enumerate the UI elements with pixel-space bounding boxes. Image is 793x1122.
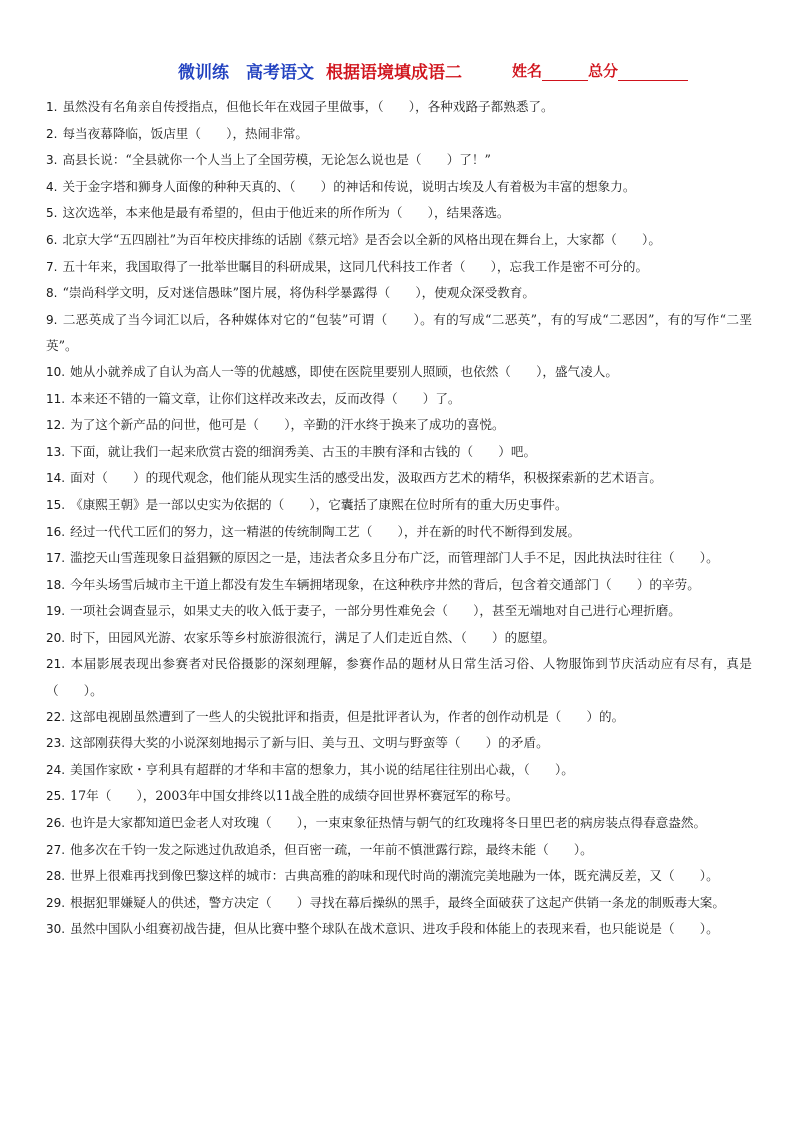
question-item [46, 174, 752, 201]
question-text: 本届影展表现出参赛者对民俗摄影的深刻理解，参赛作品的题材从日常生活习俗、人物服饰到节庆活动应有尽有，真是（ ）。 [46, 656, 752, 699]
question-text: 美国作家欧・亨利具有超群的才华和丰富的想象力，其小说的结尾往往别出心裁，（ ）。 [70, 761, 574, 777]
question-number: 20. [46, 630, 66, 645]
question-item [46, 519, 752, 546]
question-number: 29. [46, 895, 66, 910]
question-text: 北京大学“五四剧社”为百年校庆排练的话剧《蔡元培》是否会以全新的风格出现在舞台上，大家都（ ）。 [62, 231, 661, 247]
question-item [46, 730, 752, 757]
question-number: 12. [46, 418, 66, 433]
question-item [46, 651, 752, 703]
question-item [46, 465, 752, 492]
question-number: 16. [46, 524, 66, 539]
score-blank[interactable] [618, 63, 688, 81]
question-text: 二恶英成了当今词汇以后，各种媒体对它的“包装”可谓（ ）。有的写成“二恶英”，有的写成“二恶因”，有的写作“二垩英”。 [46, 311, 752, 354]
question-item [46, 121, 752, 148]
question-text: 面对（ ）的现代观念，他们能从现实生活的感受出发，汲取西方艺术的精华，积极探索新的艺术语言。 [70, 470, 662, 486]
question-text: 今年头场雪后城市主干道上都没有发生车辆拥堵现象，在这种秩序井然的背后，包含着交通部门（ ）的辛劳。 [70, 576, 700, 592]
question-item [46, 94, 752, 121]
question-item [46, 147, 752, 174]
question-item [46, 307, 752, 359]
title-prefix: 微训练 高考语文 [178, 63, 314, 83]
question-number: 28. [46, 869, 66, 884]
question-list [46, 94, 752, 943]
question-number: 15. [46, 497, 66, 512]
question-item [46, 200, 752, 227]
question-text: 《康熙王朝》是一部以史实为依据的（ ），它囊括了康熙在位时所有的重大历史事件。 [70, 496, 568, 512]
question-item [46, 280, 752, 307]
question-number: 7. [46, 259, 58, 274]
question-text: 滥挖天山雪莲现象日益猖獗的原因之一是，违法者众多且分布广泛，而管理部门人手不足，因此执法时往往（ ）。 [70, 550, 719, 566]
question-item [46, 227, 752, 254]
question-text: 也许是大家都知道巴金老人对玫瑰（ ），一束束象征热情与朝气的红玫瑰将冬日里巴老的病房装点得春意盎然。 [70, 815, 707, 831]
question-item [46, 545, 752, 572]
question-number: 30. [46, 922, 66, 937]
worksheet-header [0, 58, 793, 84]
question-item [46, 386, 752, 413]
question-number: 11. [46, 391, 66, 406]
question-text: 时下，田园风光游、农家乐等乡村旅游很流行，满足了人们走近自然、（ ）的愿望。 [70, 629, 555, 645]
question-number: 8. [46, 286, 58, 301]
name-blank[interactable] [542, 63, 588, 81]
question-text: 虽然没有名角亲自传授指点，但他长年在戏园子里做事，（ ），各种戏路子都熟悉了。 [62, 99, 554, 114]
question-item [46, 757, 752, 784]
question-number: 6. [46, 232, 58, 247]
question-number: 2. [46, 126, 58, 141]
question-number: 24. [46, 762, 66, 777]
title-topic: 根据语境填成语二 [326, 63, 462, 83]
question-number: 18. [46, 577, 66, 592]
question-text: 一项社会调查显示，如果丈夫的收入低于妻子，一部分男性难免会（ ），甚至无端地对自己进行心理折磨。 [70, 603, 681, 619]
question-number: 17. [46, 551, 66, 566]
question-text: 关于金字塔和狮身人面像的种种天真的、（ ）的神话和传说，说明古埃及人有着极为丰富的想象力。 [62, 178, 636, 194]
name-label: 姓名 [512, 62, 543, 80]
question-item [46, 837, 752, 864]
question-item [46, 704, 752, 731]
question-number: 1. [46, 100, 58, 114]
question-text: “崇尚科学文明，反对迷信愚昧”图片展，将伪科学暴露得（ ），使观众深受教育。 [62, 285, 535, 301]
question-number: 26. [46, 816, 66, 831]
question-number: 5. [46, 206, 58, 221]
question-item [46, 783, 752, 810]
question-number: 10. [46, 364, 66, 379]
question-text: 根据犯罪嫌疑人的供述，警方决定（ ）寻找在幕后操纵的黑手，最终全面破获了这起产供销一条龙的制贩毒大案。 [70, 894, 725, 910]
question-item [46, 254, 752, 281]
score-label: 总分 [588, 62, 619, 80]
question-text: 经过一代代工匠们的努力，这一精湛的传统制陶工艺（ ），并在新的时代不断得到发展。 [70, 523, 581, 539]
question-number: 21. [46, 657, 66, 672]
question-number: 3. [46, 153, 58, 168]
question-text: 下面，就让我们一起来欣赏古瓷的细润秀美、古玉的丰腴有泽和古钱的（ ）吧。 [70, 443, 537, 459]
question-item [46, 598, 752, 625]
question-number: 23. [46, 736, 66, 751]
question-item [46, 863, 752, 890]
question-number: 14. [46, 471, 66, 486]
question-text: 高县长说：“全县就你一个人当上了全国劳模，无论怎么说也是（ ）了！” [62, 152, 491, 168]
question-text: 虽然中国队小组赛初战告捷，但从比赛中整个球队在战术意识、进攻手段和体能上的表现来看，也只能说是（ ）。 [70, 921, 719, 937]
question-text: 为了这个新产品的问世，他可是（ ），辛勤的汗水终于换来了成功的喜悦。 [70, 417, 505, 433]
question-text: 这次选举，本来他是最有希望的，但由于他近来的所作所为（ ），结果落选。 [62, 205, 510, 221]
question-text: 这部电视剧虽然遭到了一些人的尖锐批评和指责，但是批评者认为，作者的创作动机是（ ）的。 [70, 708, 625, 724]
question-text: 五十年来，我国取得了一批举世瞩目的科研成果，这同几代科技工作者（ ），忘我工作是密不可分的。 [62, 258, 649, 274]
question-number: 19. [46, 604, 66, 619]
question-text: 这部刚获得大奖的小说深刻地揭示了新与旧、美与丑、文明与野蛮等（ ）的矛盾。 [70, 735, 549, 751]
question-item [46, 625, 752, 652]
question-item [46, 412, 752, 439]
question-item [46, 890, 752, 917]
question-number: 22. [46, 709, 66, 724]
question-item [46, 492, 752, 519]
question-number: 27. [46, 842, 66, 857]
question-text: 每当夜幕降临，饭店里（ ），热闹非常。 [62, 125, 309, 141]
question-text: 他多次在千钧一发之际逃过仇敌追杀，但百密一疏，一年前不慎泄露行踪，最终未能（ ）。 [70, 841, 593, 857]
question-number: 4. [46, 179, 58, 194]
question-item [46, 359, 752, 386]
question-text: 17年（ ），2003年中国女排终以11战全胜的成绩夺回世界杯赛冠军的称号。 [70, 788, 519, 804]
question-item [46, 572, 752, 599]
question-text: 她从小就养成了自认为高人一等的优越感，即使在医院里要别人照顾，也依然（ ），盛气凌人。 [70, 363, 618, 379]
question-number: 25. [46, 789, 66, 804]
question-number: 9. [46, 312, 58, 327]
question-item [46, 810, 752, 837]
question-number: 13. [46, 444, 66, 459]
question-item [46, 916, 752, 943]
question-item [46, 439, 752, 466]
student-info [512, 60, 688, 81]
question-text: 本来还不错的一篇文章，让你们这样改来改去，反而改得（ ）了。 [70, 390, 461, 406]
question-text: 世界上很难再找到像巴黎这样的城市：古典高雅的韵味和现代时尚的潮流完美地融为一体，既充满反差，又（ ）。 [70, 868, 719, 884]
